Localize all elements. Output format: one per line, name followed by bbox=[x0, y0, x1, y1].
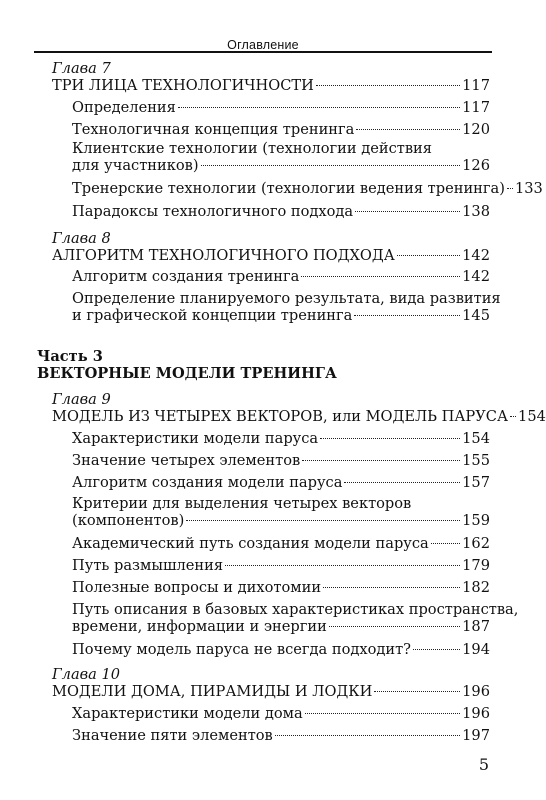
entry-title: Тренерские технологии (технологии ведения тренинга) bbox=[72, 180, 505, 197]
entry-title: МОДЕЛЬ ИЗ ЧЕТЫРЕХ ВЕКТОРОВ, или МОДЕЛЬ ПАРУСА bbox=[52, 408, 509, 425]
toc-section-entry[interactable] bbox=[72, 121, 490, 138]
toc-section-entry[interactable] bbox=[72, 268, 490, 285]
entry-title-line1: Путь описания в базовых характеристиках пространства, bbox=[72, 601, 519, 618]
entry-title: (компонентов) bbox=[72, 512, 185, 529]
toc-section-entry[interactable] bbox=[72, 495, 490, 529]
toc-section-entry[interactable] bbox=[72, 180, 543, 197]
entry-page: 179 bbox=[462, 557, 490, 574]
leader-dots bbox=[413, 649, 460, 650]
leader-dots bbox=[302, 460, 460, 461]
entry-page: 157 bbox=[462, 474, 490, 491]
entry-page: 159 bbox=[462, 512, 490, 529]
leader-dots bbox=[225, 565, 460, 566]
toc-section-entry[interactable] bbox=[72, 203, 490, 220]
toc-chapter-entry[interactable] bbox=[52, 247, 490, 264]
leader-dots bbox=[329, 626, 460, 627]
entry-page: 196 bbox=[462, 683, 490, 700]
leader-dots bbox=[320, 438, 460, 439]
entry-page: 138 bbox=[462, 203, 490, 220]
leader-dots bbox=[374, 691, 460, 692]
toc-section-entry[interactable] bbox=[72, 99, 490, 116]
entry-title-line1: Определение планируемого результата, вида развития bbox=[72, 290, 501, 307]
running-header: Оглавление bbox=[227, 38, 299, 52]
entry-title: Характеристики модели паруса bbox=[72, 430, 319, 447]
part-label: Часть 3 bbox=[37, 348, 103, 365]
entry-page: 117 bbox=[462, 77, 490, 94]
toc-chapter-entry[interactable] bbox=[52, 408, 546, 425]
leader-dots bbox=[344, 482, 460, 483]
leader-dots bbox=[186, 520, 460, 521]
toc-section-entry[interactable] bbox=[72, 140, 490, 174]
entry-title-line1: Клиентские технологии (технологии действия bbox=[72, 140, 432, 157]
leader-dots bbox=[507, 188, 513, 189]
entry-title: для участников) bbox=[72, 157, 199, 174]
toc-section-entry[interactable] bbox=[72, 601, 519, 635]
entry-page: 162 bbox=[462, 535, 490, 552]
entry-page: 154 bbox=[518, 408, 546, 425]
entry-title: Академический путь создания модели паруса bbox=[72, 535, 429, 552]
toc-section-entry[interactable] bbox=[72, 727, 490, 744]
leader-dots bbox=[510, 416, 516, 417]
entry-title: времени, информации и энергии bbox=[72, 618, 327, 635]
toc-section-entry[interactable] bbox=[72, 705, 490, 722]
entry-title: и графической концепции тренинга bbox=[72, 307, 353, 324]
leader-dots bbox=[178, 107, 460, 108]
entry-page: 196 bbox=[462, 705, 490, 722]
entry-page: 187 bbox=[462, 618, 490, 635]
entry-title: Характеристики модели дома bbox=[72, 705, 303, 722]
entry-title: Алгоритм создания модели паруса bbox=[72, 474, 343, 491]
toc-section-entry[interactable] bbox=[72, 452, 490, 469]
entry-title: Значение четырех элементов bbox=[72, 452, 301, 469]
toc-section-entry[interactable] bbox=[72, 535, 490, 552]
entry-title: Почему модель паруса не всегда подходит? bbox=[72, 641, 411, 658]
entry-page: 154 bbox=[462, 430, 490, 447]
header-rule bbox=[34, 51, 492, 53]
entry-page: 142 bbox=[462, 268, 490, 285]
entry-title: Полезные вопросы и дихотомии bbox=[72, 579, 322, 596]
entry-page: 117 bbox=[462, 99, 490, 116]
entry-title: Парадоксы технологичного подхода bbox=[72, 203, 354, 220]
leader-dots bbox=[201, 165, 461, 166]
page-number: 5 bbox=[478, 755, 489, 774]
toc-chapter-entry[interactable] bbox=[52, 683, 490, 700]
part-title: ВЕКТОРНЫЕ МОДЕЛИ ТРЕНИНГА bbox=[37, 365, 337, 382]
leader-dots bbox=[316, 85, 460, 86]
leader-dots bbox=[275, 735, 460, 736]
leader-dots bbox=[305, 713, 460, 714]
entry-title: Значение пяти элементов bbox=[72, 727, 273, 744]
entry-title-line1: Критерии для выделения четырех векторов bbox=[72, 495, 412, 512]
entry-page: 197 bbox=[462, 727, 490, 744]
glava-label: Глава 10 bbox=[52, 666, 121, 683]
entry-title: Определения bbox=[72, 99, 176, 116]
entry-page: 145 bbox=[462, 307, 490, 324]
entry-title: Технологичная концепция тренинга bbox=[72, 121, 355, 138]
glava-label: Глава 7 bbox=[52, 60, 111, 77]
glava-label: Глава 9 bbox=[52, 391, 111, 408]
toc-chapter-entry[interactable] bbox=[52, 77, 490, 94]
leader-dots bbox=[301, 276, 460, 277]
leader-dots bbox=[355, 211, 460, 212]
toc-section-entry[interactable] bbox=[72, 579, 490, 596]
toc-section-entry[interactable] bbox=[72, 557, 490, 574]
toc-section-entry[interactable] bbox=[72, 430, 490, 447]
entry-title: Путь размышления bbox=[72, 557, 224, 574]
entry-title: АЛГОРИТМ ТЕХНОЛОГИЧНОГО ПОДХОДА bbox=[52, 247, 395, 264]
leader-dots bbox=[354, 315, 460, 316]
entry-title: Алгоритм создания тренинга bbox=[72, 268, 300, 285]
entry-page: 182 bbox=[462, 579, 490, 596]
leader-dots bbox=[323, 587, 460, 588]
leader-dots bbox=[356, 129, 460, 130]
glava-label: Глава 8 bbox=[52, 230, 111, 247]
entry-page: 194 bbox=[462, 641, 490, 658]
entry-title: МОДЕЛИ ДОМА, ПИРАМИДЫ И ЛОДКИ bbox=[52, 683, 373, 700]
entry-page: 142 bbox=[462, 247, 490, 264]
toc-section-entry[interactable] bbox=[72, 641, 490, 658]
toc-section-entry[interactable] bbox=[72, 290, 501, 324]
entry-title: ТРИ ЛИЦА ТЕХНОЛОГИЧНОСТИ bbox=[52, 77, 314, 94]
leader-dots bbox=[431, 543, 460, 544]
toc-section-entry[interactable] bbox=[72, 474, 490, 491]
leader-dots bbox=[397, 255, 460, 256]
entry-page: 120 bbox=[462, 121, 490, 138]
entry-page: 126 bbox=[462, 157, 490, 174]
entry-page: 155 bbox=[462, 452, 490, 469]
entry-page: 133 bbox=[514, 180, 543, 197]
